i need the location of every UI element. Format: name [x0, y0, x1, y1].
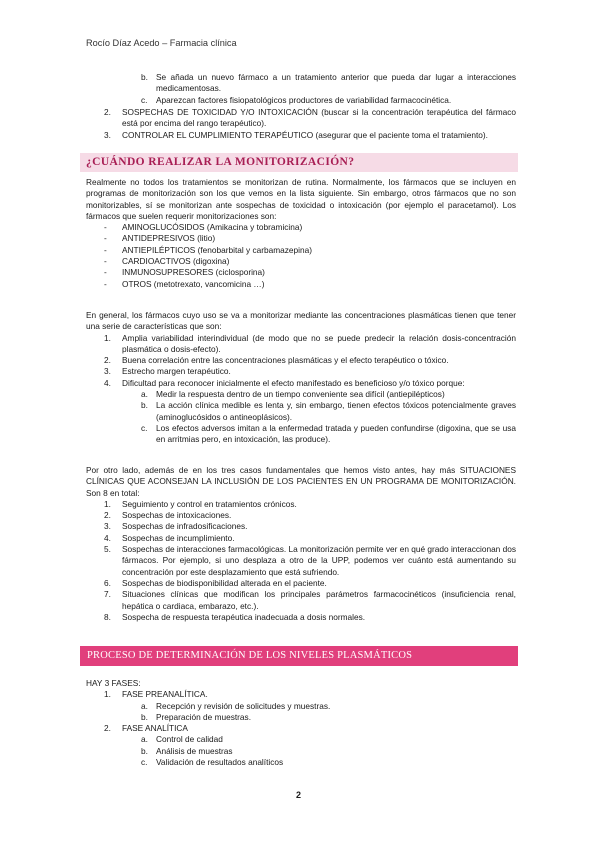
list-marker: 6. [104, 577, 111, 588]
list-text: Amplia variabilidad interindividual (de modo que no se puede predecir la relación dosis-concentración plasmática o dosis-efecto). [122, 332, 516, 354]
list-text: Preparación de muestras. [156, 711, 252, 722]
list-text: Dificultad para reconocer inicialmente el efecto manifestado es beneficioso y/o tóxico porque: [122, 377, 465, 388]
list-item [86, 589, 516, 612]
list-text: ANTIEPILÉPTICOS (fenobarbital y carbamazepina) [122, 244, 312, 255]
list-item [86, 366, 516, 377]
list-item [86, 72, 516, 95]
list-item [86, 267, 516, 278]
situations-block [86, 465, 516, 623]
list-item [86, 521, 516, 532]
list-item [86, 355, 516, 366]
list-marker: c. [141, 422, 148, 433]
list-item [86, 544, 516, 578]
list-text: ANTIDEPRESIVOS (litio) [122, 233, 216, 244]
list-item [86, 701, 516, 712]
list-marker: b. [141, 711, 148, 722]
list-marker: b. [141, 72, 148, 82]
list-text: Análisis de muestras [156, 745, 233, 756]
section2-body [86, 678, 516, 768]
list-marker: 8. [104, 611, 111, 622]
list-text: Situaciones clínicas que modifican los principales parámetros farmacocinéticos (insuficiencia renal, hepática o cardiaca, embarazo, etc.). [122, 589, 516, 611]
list-marker: - [104, 278, 107, 289]
list-marker: 7. [104, 589, 111, 600]
top-sub-list [86, 72, 516, 106]
list-text: Se añada un nuevo fármaco a un tratamiento anterior que pueda dar lugar a interacciones medicamentosas. [156, 72, 516, 94]
list-item [86, 423, 516, 446]
list-text: La acción clínica medible es lenta y, sin embargo, tienen efectos tóxicos potencialmente graves (aminoglucósidos o antineoplásicos). [156, 400, 516, 422]
list-item [86, 578, 516, 589]
list-item [86, 245, 516, 256]
list-item [86, 510, 516, 521]
list-marker: 5. [104, 544, 111, 555]
list-marker: a. [141, 734, 148, 745]
list-marker: 2. [104, 355, 111, 366]
list-item [86, 400, 516, 423]
list-item [86, 256, 516, 267]
list-text: Sospecha de respuesta terapéutica inadecuada a dosis normales. [122, 611, 366, 622]
list-marker: 2. [104, 107, 111, 117]
list-item [86, 389, 516, 400]
list-text: AMINOGLUCÓSIDOS (Amikacina y tobramicina) [122, 222, 303, 233]
list-item [86, 333, 516, 356]
list-marker: 3. [104, 366, 111, 377]
list-text: FASE ANALÍTICA [122, 723, 188, 734]
list-item [86, 689, 516, 700]
list-marker: - [104, 244, 107, 255]
top-numbered-list [86, 107, 516, 141]
list-marker: 4. [104, 532, 111, 543]
list-item [86, 723, 516, 734]
list-item [86, 130, 516, 141]
list-marker: - [104, 267, 107, 278]
list-item [86, 757, 516, 768]
list-text: CARDIOACTIVOS (digoxina) [122, 256, 230, 267]
list-item [86, 533, 516, 544]
list-text: Control de calidad [156, 734, 223, 745]
list-item [86, 499, 516, 510]
list-item [86, 612, 516, 623]
general-paragraph: En general, los fármacos cuyo uso se va a monitorizar mediante las concentraciones plasmáticas tienen que tener una serie de características que son: [86, 310, 516, 332]
list-item [86, 95, 516, 106]
intro-paragraph: Realmente no todos los tratamientos se monitorizan de rutina. Normalmente, los fármacos que se incluyen en programas de monitorización son los que vemos en la lista siguiente. Sin embargo, otros fármacos que no son monitorizables, sí se monitorizan ante sospechas de toxicidad o intoxicación (por ejemplo el paracetamol). Los fármacos que suelen requerir monitorizaciones son: [86, 177, 516, 221]
list-marker: a. [141, 700, 148, 711]
list-marker: c. [141, 94, 148, 105]
other-paragraph: Por otro lado, además de en los tres casos fundamentales que hemos visto antes, hay más SITUACIONES CLÍNICAS QUE ACONSEJAN LA INCLUSIÓN DE LOS PACIENTES EN UN PROGRAMA DE MONITORIZACIÓN. Son 8 en total: [86, 465, 516, 498]
list-text: Aparezcan factores fisiopatológicos productores de variabilidad farmacocinética. [156, 94, 452, 105]
list-marker: - [104, 222, 107, 233]
list-marker: - [104, 256, 107, 267]
list-marker: b. [141, 745, 148, 756]
list-text: SOSPECHAS DE TOXICIDAD Y/O INTOXICACIÓN (buscar si la concentración terapéutica del fármaco está por encima del rango terapéutico). [122, 107, 516, 129]
list-marker: 3. [104, 129, 111, 140]
section-title: ¿CUÁNDO REALIZAR LA MONITORIZACIÓN? [86, 156, 355, 168]
list-text: Buena correlación entre las concentraciones plasmáticas y el efecto terapéutico o tóxico. [122, 355, 449, 366]
list-text: Estrecho margen terapéutico. [122, 366, 231, 377]
list-text: Recepción y revisión de solicitudes y muestras. [156, 700, 331, 711]
list-marker: c. [141, 757, 148, 768]
list-item [86, 746, 516, 757]
list-text: Los efectos adversos imitan a la enfermedad tratada y pueden confundirse (digoxina, que se usa en arritmias pero, en intoxicación, las produce). [156, 422, 516, 445]
section-title: PROCESO DE DETERMINACIÓN DE LOS NIVELES PLASMÁTICOS [87, 650, 413, 661]
list-text: Sospechas de interacciones farmacológicas. La monitorización permite ver en qué grado interaccionan dos fármacos. Por ejemplo, si uno desplaza a otro de la UPP, podemos ver cuánto está aumentando su concentración por este desplazamiento que está sufriendo. [122, 544, 516, 577]
list-text: OTROS (metotrexato, vancomicina …) [122, 278, 265, 289]
list-text: Sospechas de biodisponibilidad alterada en el paciente. [122, 577, 327, 588]
list-item [86, 378, 516, 389]
list-text: Sospechas de incumplimiento. [122, 532, 235, 543]
list-marker: - [104, 233, 107, 244]
list-marker: 1. [104, 498, 111, 509]
list-text: Validación de resultados analíticos [156, 757, 284, 768]
list-item [86, 734, 516, 745]
page-number: 2 [296, 790, 302, 800]
list-item [86, 222, 516, 233]
list-text: Medir la respuesta dentro de un tiempo conveniente sea difícil (antiepilépticos) [156, 389, 445, 400]
list-item [86, 279, 516, 290]
list-text: FASE PREANALÍTICA. [122, 689, 208, 700]
characteristics-block [86, 310, 516, 446]
section-heading [80, 646, 518, 666]
section1-body [86, 177, 516, 290]
page-header: Rocío Díaz Acedo – Farmacia clínica [86, 38, 237, 48]
list-item [86, 233, 516, 244]
section-heading [80, 153, 518, 172]
list-marker: a. [141, 389, 148, 400]
list-text: Sospechas de infradosificaciones. [122, 521, 248, 532]
list-marker: b. [141, 400, 148, 411]
list-marker: 3. [104, 521, 111, 532]
list-marker: 1. [104, 332, 111, 343]
list-item [86, 712, 516, 723]
list-marker: 2. [104, 510, 111, 521]
list-marker: 1. [104, 689, 111, 700]
list-item [86, 107, 516, 130]
list-text: Sospechas de intoxicaciones. [122, 510, 232, 521]
list-text: INMUNOSUPRESORES (ciclosporina) [122, 267, 265, 278]
list-text: CONTROLAR EL CUMPLIMIENTO TERAPÉUTICO (asegurar que el paciente toma el tratamiento). [122, 129, 488, 140]
list-marker: 2. [104, 723, 111, 734]
list-text: Seguimiento y control en tratamientos crónicos. [122, 498, 297, 509]
list-marker: 4. [104, 377, 111, 388]
phases-intro: HAY 3 FASES: [86, 678, 141, 688]
